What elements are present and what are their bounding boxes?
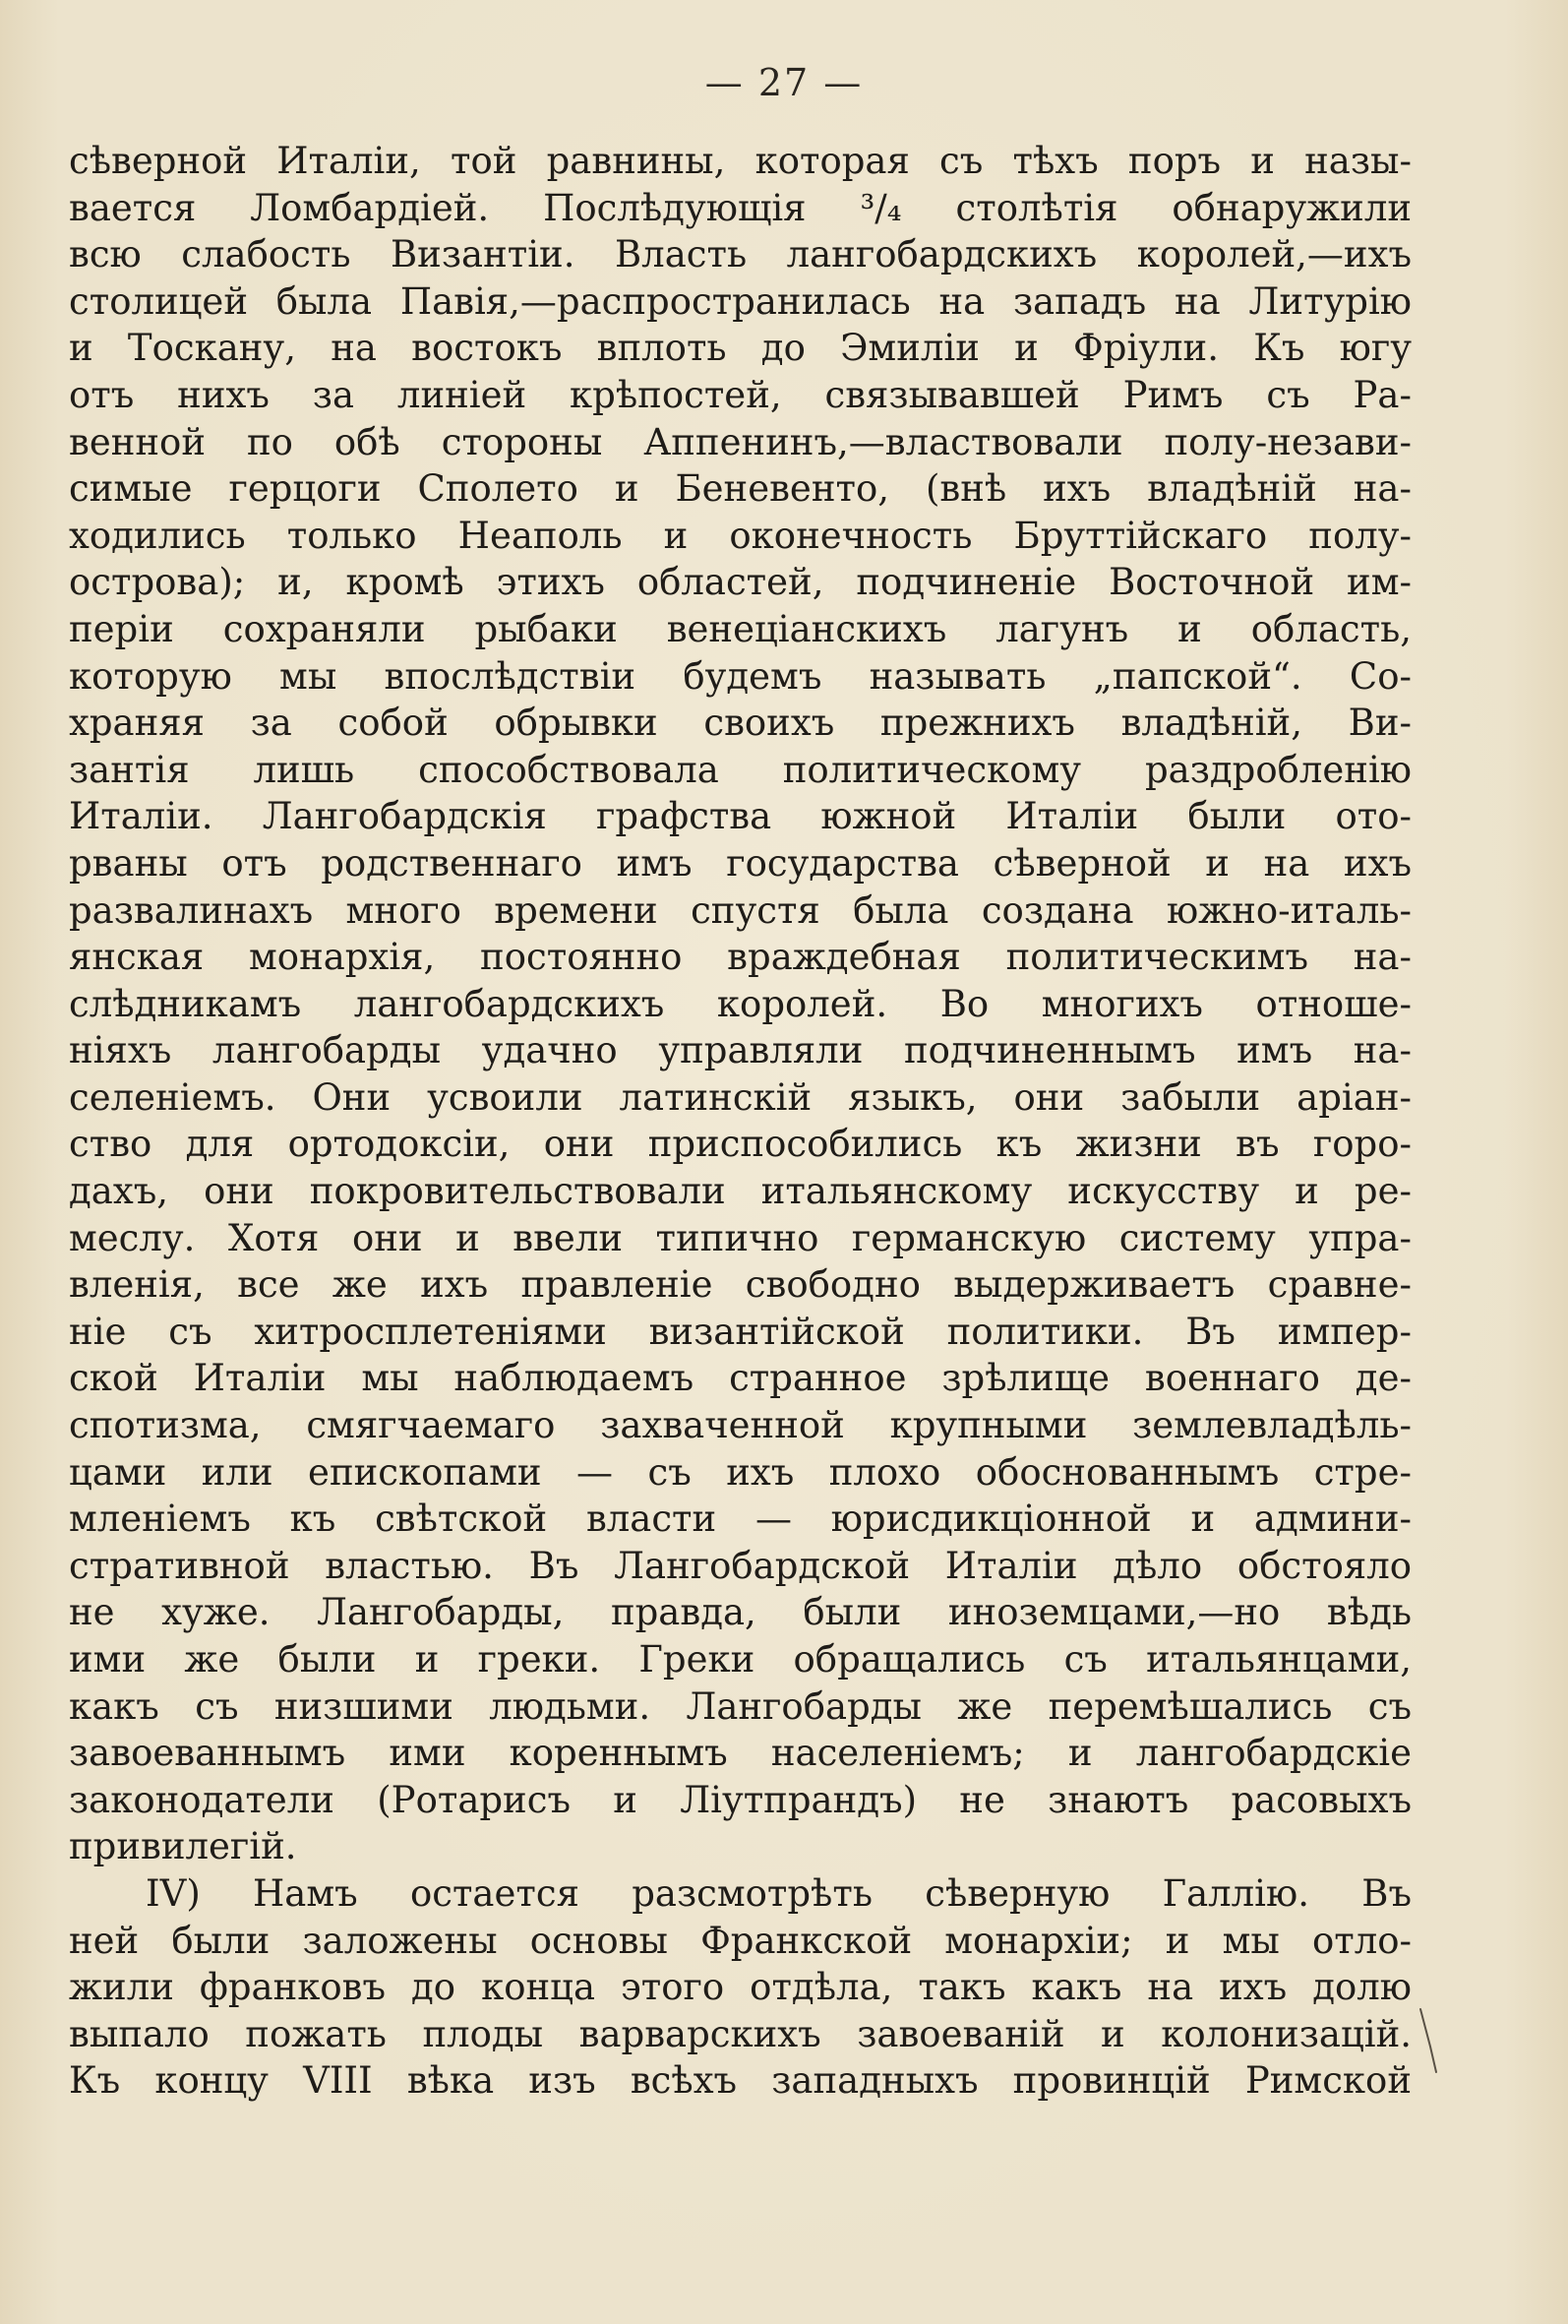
text-line: селеніемъ. Они усвоили латинскій языкъ, они забыли аріан- [69,1075,1412,1119]
text-line: Къ концу VIII вѣка изъ всѣхъ западныхъ провинцій Римской [69,2059,1412,2103]
text-line: ской Италіи мы наблюдаемъ странное зрѣлище военнаго де- [69,1357,1412,1400]
text-line: какъ съ низшими людьми. Лангобарды же перемѣшались съ [69,1684,1412,1728]
text-line: ство для ортодоксіи, они приспособились къ жизни въ горо- [69,1123,1412,1166]
text-line: ходились только Неаполь и оконечность Бруттійскаго полу- [69,514,1412,557]
text-line: ней были заложены основы Франкской монархіи; и мы отло- [69,1919,1412,1962]
text-line: слѣдникамъ лангобардскихъ королей. Во многихъ отноше- [69,982,1412,1025]
text-line: стративной властью. Въ Лангобардской Италіи дѣло обстояло [69,1544,1412,1587]
text-line: спотизма, смягчаемаго захваченной крупными землевладѣль- [69,1404,1412,1447]
text-line: мленіемъ къ свѣтской власти — юрисдикціонной и админи- [69,1498,1412,1541]
text-line: острова); и, кромѣ этихъ областей, подчиненіе Восточной им- [69,561,1412,604]
text-line: завоеваннымъ ими кореннымъ населеніемъ; и лангобардскіе [69,1732,1412,1775]
pencil-margin-mark [1417,2007,1446,2076]
text-line: которую мы впослѣдствіи будемъ называть „папской“. Со- [69,654,1412,698]
text-line: вленія, все же ихъ правленіе свободно выдерживаетъ сравне- [69,1263,1412,1307]
text-line: цами или епископами — съ ихъ плохо обоснованнымъ стре- [69,1450,1412,1494]
text-line: ніе съ хитросплетеніями византійской политики. Въ импер- [69,1310,1412,1353]
paragraph-end-line: привилегій. [69,1825,297,1868]
text-line: столицей была Павія,—распространилась на западъ на Литурію [69,279,1412,323]
text-line: рваны отъ родственнаго имъ государства сѣверной и на ихъ [69,841,1412,885]
text-line: ніяхъ лангобарды удачно управляли подчиненнымъ имъ на- [69,1029,1412,1072]
text-line: сѣверной Италіи, той равнины, которая съ тѣхъ поръ и назы- [69,140,1412,182]
text-line: меслу. Хотя они и ввели типично германскую систему упра- [69,1216,1412,1259]
text-line: симые герцоги Сполето и Беневенто, (внѣ ихъ владѣній на- [69,467,1412,511]
paragraph-start-line: IV) Намъ остается разсмотрѣть сѣверную Галлію. Въ [146,1871,1412,1915]
text-line: дахъ, они покровительствовали итальянскому искусству и ре- [69,1170,1412,1213]
text-line: зантія лишь способствовала политическому раздробленію [69,748,1412,791]
text-line: янская монархія, постоянно враждебная политическимъ на- [69,936,1412,979]
text-line: жили франковъ до конца этого отдѣла, такъ какъ на ихъ долю [69,1966,1412,2009]
text-line: всю слабость Византіи. Власть лангобардскихъ королей,—ихъ [69,233,1412,276]
text-line: не хуже. Лангобарды, правда, были иноземцами,—но вѣдь [69,1591,1412,1634]
body-text [69,138,1412,2105]
text-line: отъ нихъ за линіей крѣпостей, связывавшей Римъ съ Ра- [69,373,1412,416]
text-line: развалинахъ много времени спустя была создана южно-италь- [69,888,1412,932]
text-line: храняя за собой обрывки своихъ прежнихъ владѣній, Ви- [69,702,1412,745]
text-line: ими же были и греки. Греки обращались съ итальянцами, [69,1638,1412,1681]
text-line: венной по обѣ стороны Аппенинъ,—властвовали полу-незави- [69,420,1412,463]
page-number: — 27 — [704,61,864,104]
text-line: періи сохраняли рыбаки венеціанскихъ лагунъ и область, [69,607,1412,650]
text-line: и Тоскану, на востокъ вплоть до Эмиліи и Фріули. Къ югу [69,327,1412,370]
text-line: выпало пожать плоды варварскихъ завоеваній и колонизацій. [69,2012,1412,2055]
text-line: Италіи. Лангобардскія графства южной Италіи были ото- [69,795,1412,838]
text-line: законодатели (Ротарисъ и Ліутпрандъ) не знаютъ расовыхъ [69,1778,1412,1821]
text-line: вается Ломбардіей. Послѣдующія ³/₄ столѣтія обнаружили [69,186,1412,229]
